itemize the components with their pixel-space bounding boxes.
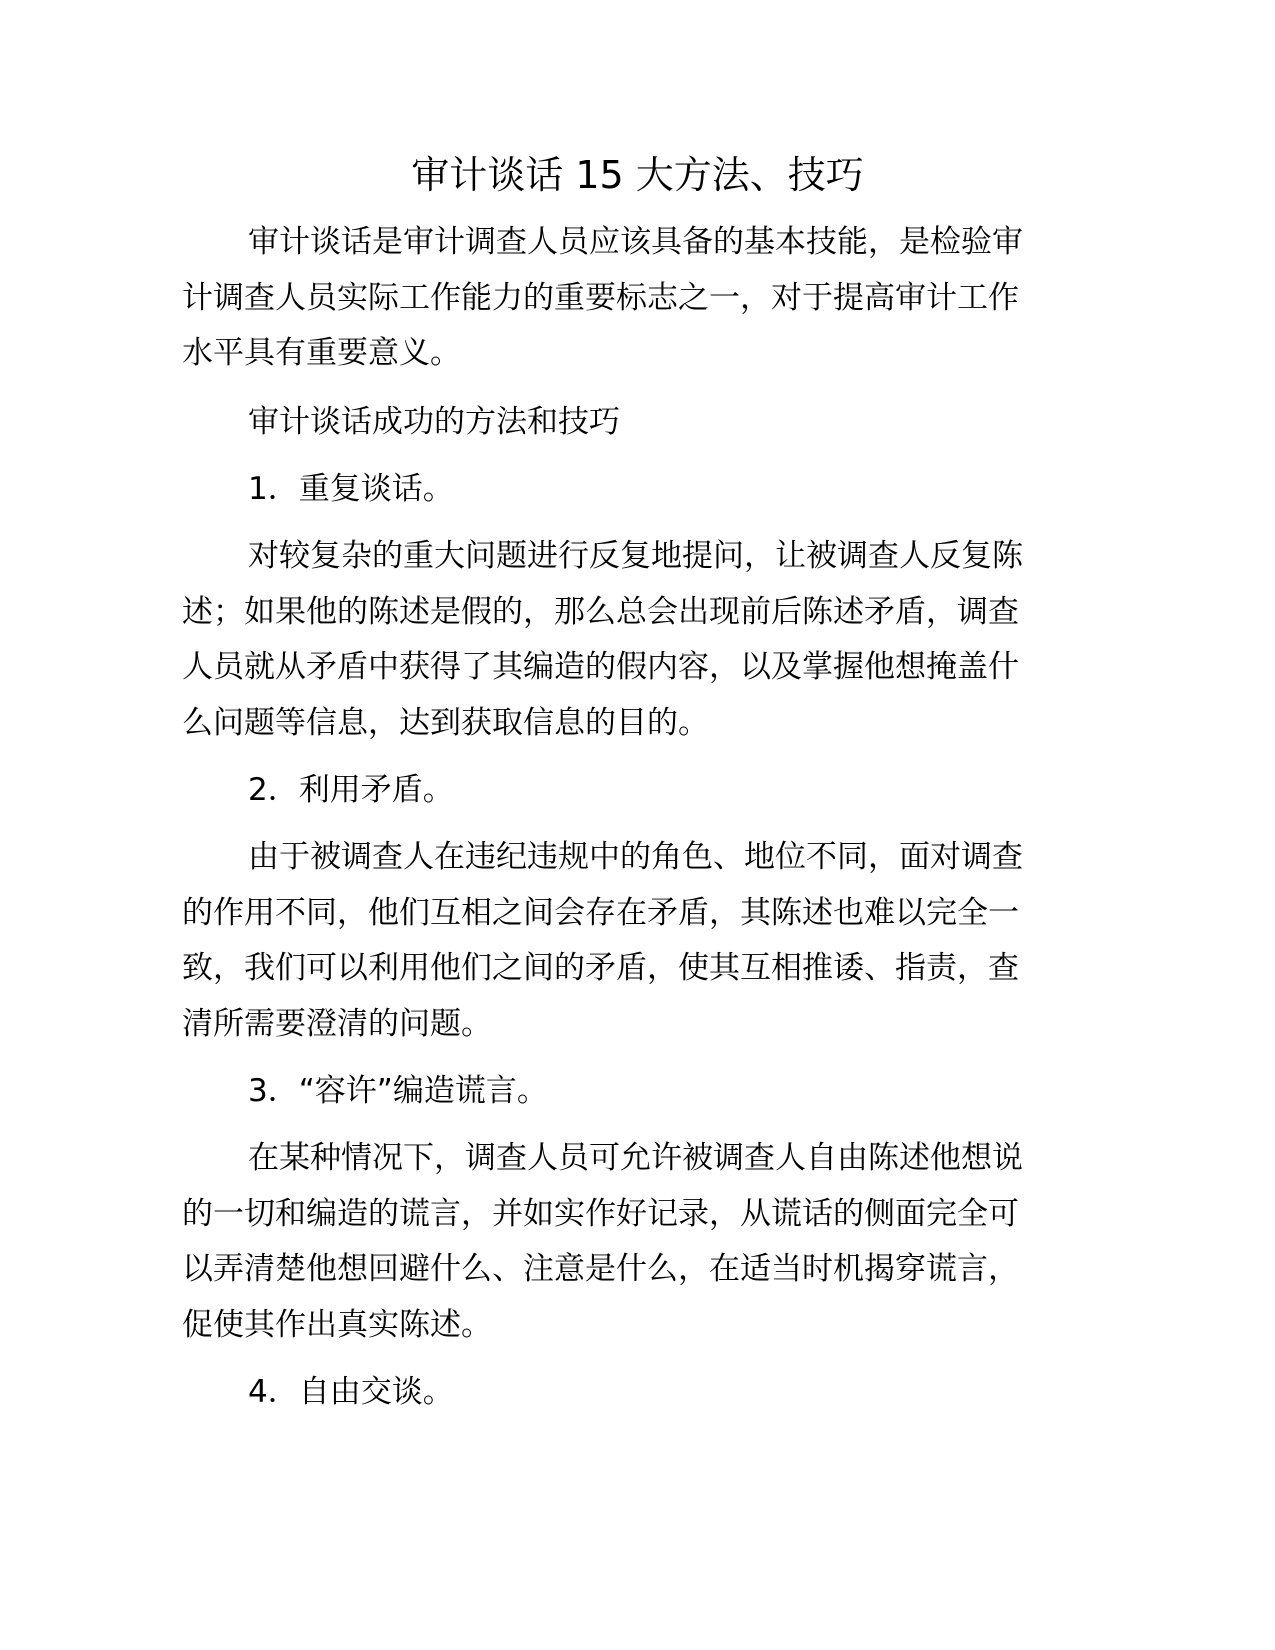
paragraph-1-line-2: 计调查人员实际工作能力的重要标志之一，对于提高审计工作 [182,280,1019,316]
item-2-line-1: 由于被调查人在违纪违规中的角色、地位不同，面对调查 [248,839,1023,875]
paragraph-1-line-1: 审计谈话是审计调查人员应该具备的基本技能，是检验审 [248,224,1023,260]
item-3-line-1: 在某种情况下，调查人员可允许被调查人自由陈述他想说 [248,1140,1023,1176]
item-2-line-4: 清所需要澄清的问题。 [182,1006,492,1042]
item-4-heading: 4．自由交谈。 [248,1374,454,1410]
item-1-line-1: 对较复杂的重大问题进行反复地提问，让被调查人反复陈 [248,538,1023,574]
section-heading: 审计谈话成功的方法和技巧 [248,404,620,440]
item-2-line-2: 的作用不同，他们互相之间会存在矛盾，其陈述也难以完全一 [182,895,1019,931]
paragraph-1-line-3: 水平具有重要意义。 [182,335,461,371]
item-1-line-4: 么问题等信息，达到获取信息的目的。 [182,705,709,741]
item-3-heading: 3．“容许”编造谎言。 [248,1073,548,1109]
item-2-line-3: 致，我们可以利用他们之间的矛盾，使其互相推诿、指责，查 [182,950,1019,986]
item-2-heading: 2．利用矛盾。 [248,772,454,808]
item-3-line-2: 的一切和编造的谎言，并如实作好记录，从谎话的侧面完全可 [182,1196,1019,1232]
document-title: 审计谈话 15 大方法、技巧 [411,153,864,197]
item-3-line-4: 促使其作出真实陈述。 [182,1307,492,1343]
item-1-line-3: 人员就从矛盾中获得了其编造的假内容，以及掌握他想掩盖什 [182,649,1019,685]
item-1-heading: 1．重复谈话。 [248,471,454,507]
item-3-line-3: 以弄清楚他想回避什么、注意是什么，在适当时机揭穿谎言， [182,1251,1019,1287]
item-1-line-2: 述；如果他的陈述是假的，那么总会出现前后陈述矛盾，调查 [182,594,1019,630]
